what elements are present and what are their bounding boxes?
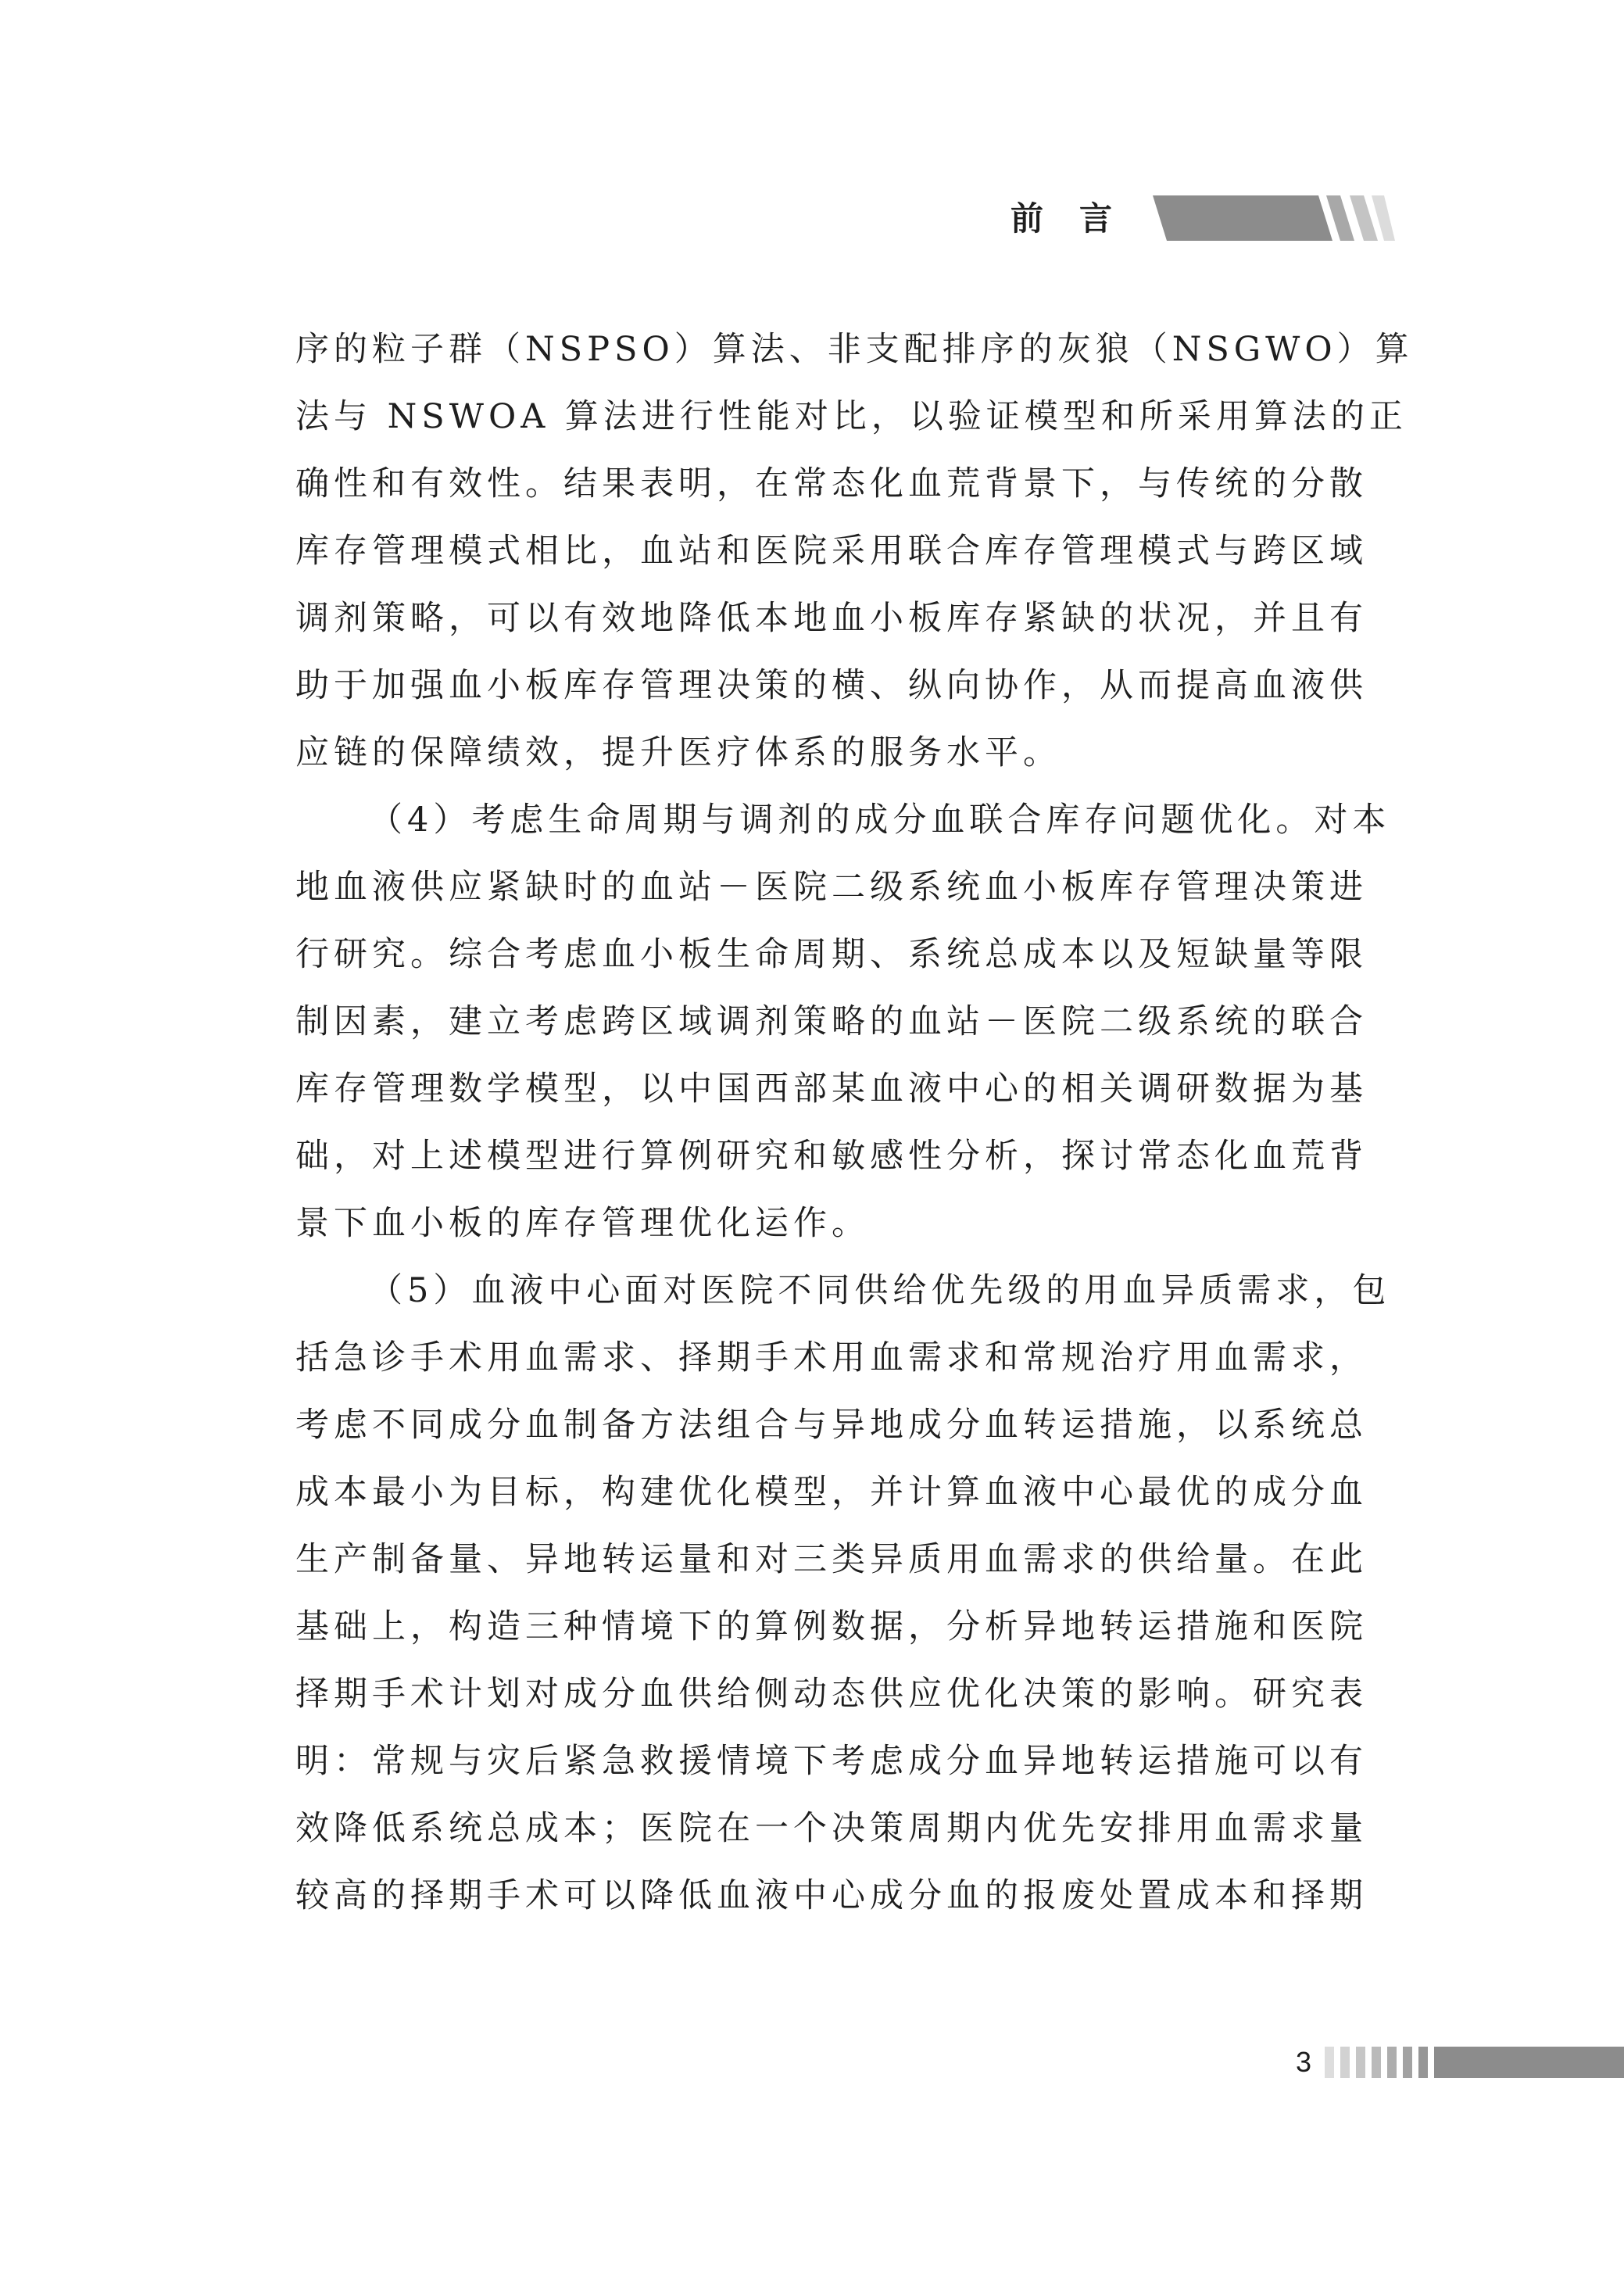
text-line: 库存管理模式相比，血站和医院采用联合库存管理模式与跨区域 (295, 532, 1368, 571)
text-line: 行研究。综合考虑血小板生命周期、系统总成本以及短缺量等限 (295, 935, 1368, 974)
page-number: 3 (1296, 2046, 1312, 2078)
text-line: 基础上，构造三种情境下的算例数据，分析异地转运措施和医院 (295, 1607, 1368, 1646)
text-line: 景下血小板的库存管理优化运作。 (295, 1204, 870, 1243)
text-line: 地血液供应紧缺时的血站－医院二级系统血小板库存管理决策进 (295, 868, 1368, 907)
body-text (295, 316, 1414, 1929)
paragraph-start-line: （5）血液中心面对医院不同供给优先级的用血异质需求，包 (369, 1271, 1391, 1310)
text-line: 择期手术计划对成分血供给侧动态供应优化决策的影响。研究表 (295, 1675, 1368, 1714)
text-line: 考虑不同成分血制备方法组合与异地成分血转运措施，以系统总 (295, 1406, 1368, 1445)
header-decoration (1153, 195, 1395, 241)
text-line: 助于加强血小板库存管理决策的横、纵向协作，从而提高血液供 (295, 666, 1368, 705)
text-line: 成本最小为目标，构建优化模型，并计算血液中心最优的成分血 (295, 1473, 1368, 1512)
text-line: 制因素，建立考虑跨区域调剂策略的血站－医院二级系统的联合 (295, 1002, 1368, 1041)
text-line: 括急诊手术用血需求、择期手术用血需求和常规治疗用血需求， (295, 1338, 1368, 1377)
text-line: 确性和有效性。结果表明，在常态化血荒背景下，与传统的分散 (295, 464, 1368, 503)
text-line: 序的粒子群（NSPSO）算法、非支配排序的灰狼（NSGWO）算 (295, 330, 1414, 369)
running-header-title: 前言 (1011, 199, 1149, 238)
text-line: 应链的保障绩效，提升医疗体系的服务水平。 (295, 733, 1061, 772)
text-line: 效降低系统总成本；医院在一个决策周期内优先安排用血需求量 (295, 1809, 1368, 1848)
footer-decoration (1325, 2047, 1624, 2078)
text-line: 础，对上述模型进行算例研究和敏感性分析，探讨常态化血荒背 (295, 1137, 1368, 1176)
text-line: 库存管理数学模型，以中国西部某血液中心的相关调研数据为基 (295, 1069, 1368, 1109)
text-line: 明：常规与灾后紧急救援情境下考虑成分血异地转运措施可以有 (295, 1742, 1368, 1781)
text-line: 生产制备量、异地转运量和对三类异质用血需求的供给量。在此 (295, 1540, 1368, 1579)
text-line: 调剂策略，可以有效地降低本地血小板库存紧缺的状况，并且有 (295, 599, 1368, 638)
paragraph-start-line: （4）考虑生命周期与调剂的成分血联合库存问题优化。对本 (369, 801, 1391, 840)
text-line: 较高的择期手术可以降低血液中心成分血的报废处置成本和择期 (295, 1876, 1368, 1915)
text-line: 法与 NSWOA 算法进行性能对比，以验证模型和所采用算法的正 (295, 397, 1408, 436)
